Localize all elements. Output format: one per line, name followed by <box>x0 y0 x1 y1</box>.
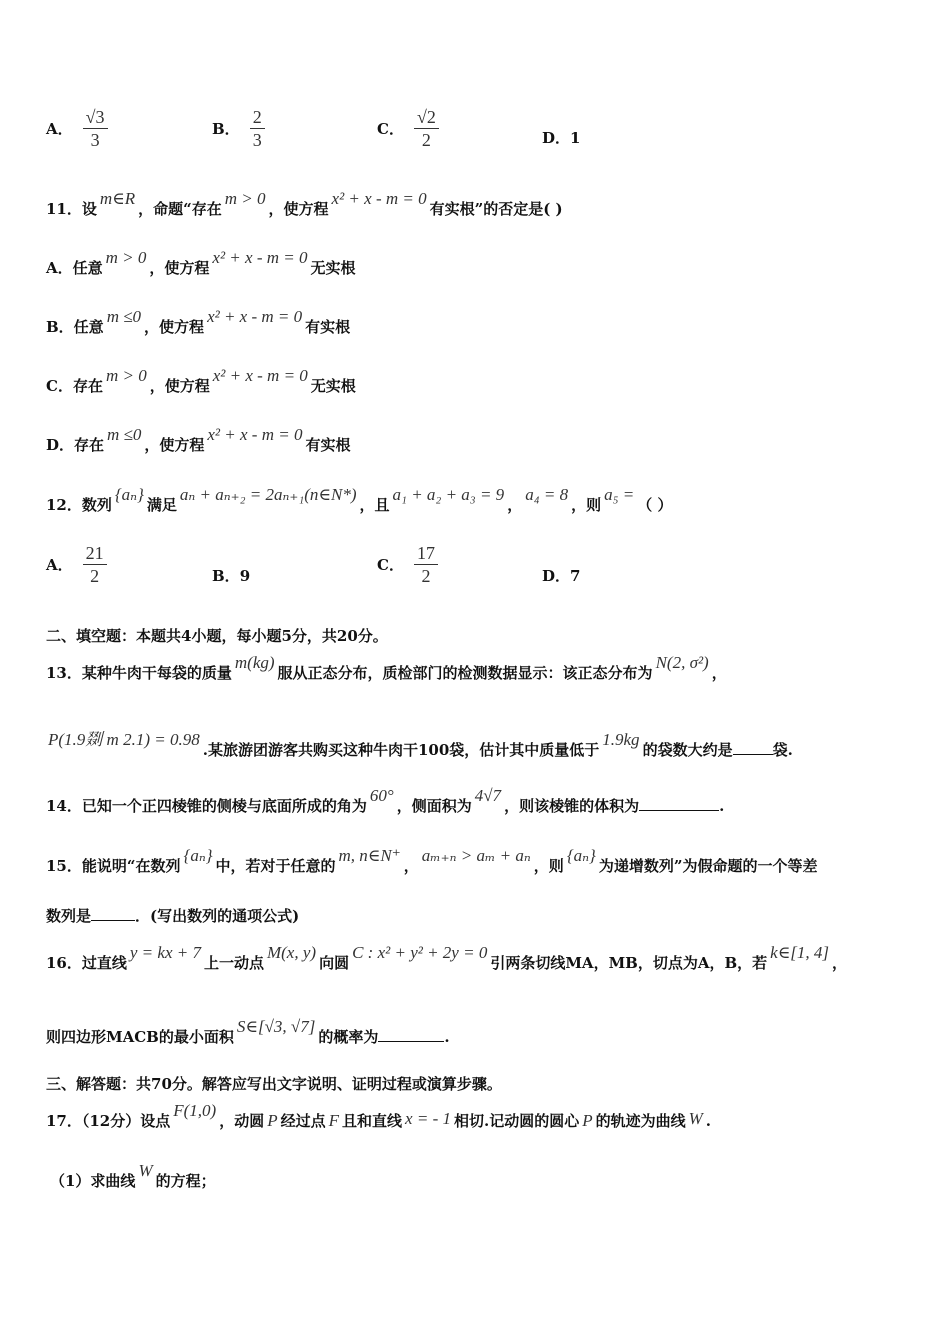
section-heading-solutions: 三、解答题：共70分。解答应写出文字说明、证明过程或演算步骤。 <box>46 1075 502 1093</box>
math: aₘ₊ₙ > aₘ + aₙ <box>421 846 531 865</box>
fraction: $\frac{17}{2}$ <box>414 542 438 587</box>
math: P <box>267 1111 278 1130</box>
q15-line1: 15．能说明“在数列 {aₙ} 中，若对于任意的 m, n∈N⁺ ， aₘ₊ₙ > aₘ + aₙ ，则 {aₙ} 为递增数列”为假命题的一个等差 <box>46 846 818 875</box>
q17-stem: 17．（12分）设点 F(1,0) ，动圆 P 经过点 F 且和直线 x = - 1 相切.记动圆的圆心 P 的轨迹为曲线 W . <box>46 1101 712 1130</box>
option-label: C． <box>377 556 404 574</box>
q10-option-d <box>542 127 580 148</box>
math: x² + x - m = 0 <box>212 366 308 385</box>
q11-option-b: B．任意 m ≤0 ，使方程 x² + x - m = 0 有实根 <box>46 307 351 336</box>
q12-option-c <box>377 542 438 587</box>
q16-line2: 则四边形MACB的最小面积 S∈[√3, √7] 的概率为 . <box>46 1017 450 1046</box>
section-heading-fill-in: 二、填空题：本题共4小题，每小题5分，共20分。 <box>46 627 388 645</box>
math: m ≤0 <box>107 425 142 444</box>
q11-option-a: A．任意 m > 0 ，使方程 x² + x - m = 0 无实根 <box>46 248 356 277</box>
math: a₁ + a₂ + a₃ = 9 <box>392 485 505 504</box>
math: m∈R <box>99 189 136 208</box>
math: 4√7 <box>474 786 502 805</box>
answer-blank[interactable] <box>639 796 719 811</box>
option-value: 7 <box>570 567 581 585</box>
math: m > 0 <box>105 248 147 267</box>
math: a₄ = 8 <box>525 485 569 504</box>
q12-option-b <box>212 565 250 586</box>
math: m > 0 <box>105 366 147 385</box>
math: x² + x - m = 0 <box>212 248 308 267</box>
math: F(1,0) <box>173 1101 217 1120</box>
q14-stem: 14．已知一个正四棱锥的侧棱与底面所成的角为 60° ，侧面积为 4√7 ，则该棱锥的体积为 . <box>46 786 725 815</box>
q12-option-a <box>46 542 107 587</box>
math: x = - 1 <box>405 1109 451 1128</box>
fraction: $\frac{2}{3}$ <box>250 106 265 151</box>
q10-option-b <box>212 106 265 151</box>
math: W <box>688 1109 703 1128</box>
math: M(x, y) <box>266 943 317 962</box>
math: N(2, σ²) <box>655 653 709 672</box>
math: aₙ + aₙ₊₂ = 2aₙ₊₁(n∈N*) <box>179 485 357 504</box>
option-label: B． <box>212 120 240 138</box>
math: x² + x - m = 0 <box>207 425 303 444</box>
math: W <box>138 1161 153 1180</box>
q13-line1: 13．某种牛肉干每袋的质量 m(kg) 服从正态分布，质检部门的检测数据显示：该正态分布为 N(2, σ²) ， <box>46 653 727 682</box>
option-label: D． <box>542 567 571 585</box>
math: {aₙ} <box>183 846 213 865</box>
q10-option-a <box>46 106 108 151</box>
option-label: A． <box>46 556 73 574</box>
math: x² + x - m = 0 <box>207 307 303 326</box>
math: x² + x - m = 0 <box>331 189 427 208</box>
q10-option-c <box>377 106 439 151</box>
option-label: A． <box>46 120 73 138</box>
math: m > 0 <box>224 189 266 208</box>
option-label: D． <box>542 129 571 147</box>
math: F <box>328 1111 340 1130</box>
math: {aₙ} <box>566 846 596 865</box>
math: 1.9kg <box>602 730 640 749</box>
fraction: $\frac{21}{2}$ <box>83 542 107 587</box>
option-label: B． <box>212 567 240 585</box>
math: y = kx + 7 <box>129 943 201 962</box>
q15-line2: 数列是 ．(写出数列的通项公式) <box>46 907 300 925</box>
math: 60° <box>369 786 394 805</box>
q11-stem: 11．设 m∈R ，命题“存在 m > 0 ，使方程 x² + x - m = 0 有实根”的否定是( ) <box>46 189 563 218</box>
math: P(1.9剟 m 2.1) = 0.98 <box>48 730 200 749</box>
fraction: $\frac{√3}{3}$ <box>83 106 108 151</box>
q17-part1: （1）求曲线 W 的方程； <box>50 1161 216 1190</box>
math: S∈[√3, √7] <box>236 1017 316 1036</box>
math: P <box>582 1111 593 1130</box>
q11-option-c: C．存在 m > 0 ，使方程 x² + x - m = 0 无实根 <box>46 366 356 395</box>
answer-blank[interactable] <box>91 906 135 921</box>
option-label: C． <box>377 120 404 138</box>
q11-option-d: D．存在 m ≤0 ，使方程 x² + x - m = 0 有实根 <box>46 425 351 454</box>
q13-line2: P(1.9剟 m 2.1) = 0.98 .某旅游团游客共购买这种牛肉干100袋，估计其中质量低于 1.9kg 的袋数大约是 袋. <box>48 735 793 760</box>
answer-blank[interactable] <box>733 740 773 755</box>
math: C : x² + y² + 2y = 0 <box>352 943 488 962</box>
math: a₅ = <box>604 485 635 504</box>
q12-option-d <box>542 565 580 586</box>
option-value: 9 <box>239 567 251 585</box>
math: m ≤0 <box>106 307 142 326</box>
fraction: $\frac{√2}{2}$ <box>414 106 439 151</box>
math: m(kg) <box>234 653 275 672</box>
math: {aₙ} <box>114 485 144 504</box>
answer-blank[interactable] <box>378 1027 444 1042</box>
q12-stem: 12．数列 {aₙ} 满足 aₙ + aₙ₊₂ = 2aₙ₊₁(n∈N*) ，且 a₁ + a₂ + a₃ = 9 ， a₄ = 8 ，则 a₅ = （ ） <box>46 485 673 514</box>
math: k∈[1, 4] <box>770 943 830 962</box>
option-value: 1 <box>570 129 581 147</box>
q16-line1: 16．过直线 y = kx + 7 上一动点 M(x, y) 向圆 C : x² + y² + 2y = 0 引两条切线MA，MB，切点为A，B，若 k∈[1, 4] ， <box>46 943 848 972</box>
math: m, n∈N⁺ <box>338 846 401 865</box>
